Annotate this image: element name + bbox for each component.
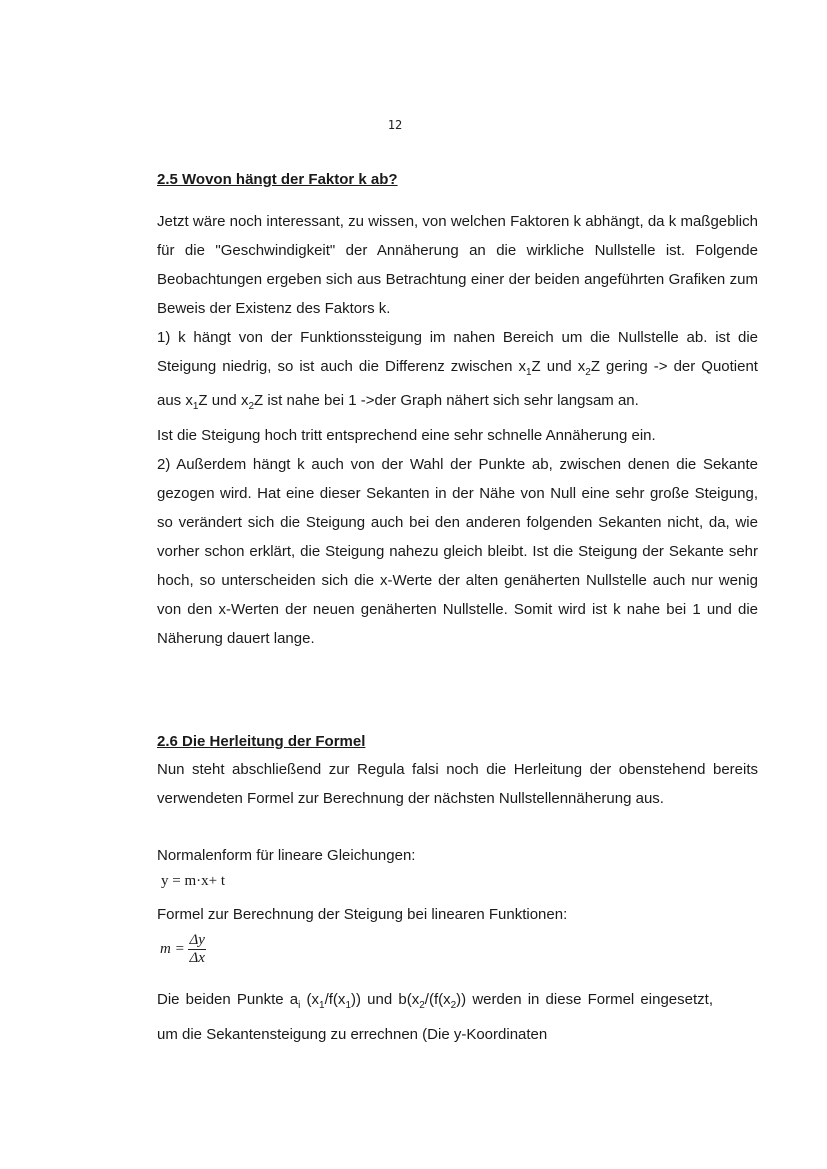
obs1-text-b: Z und x <box>531 357 586 375</box>
section-2-5 <box>157 165 758 654</box>
obs1-text-d: Z und x <box>198 392 249 410</box>
section-2-5-heading: 2.5 Wovon hängt der Faktor k ab? <box>157 171 398 188</box>
points-text-b: (x <box>300 990 320 1008</box>
sub-1: 1 <box>192 401 199 413</box>
points-text-c: /f(x <box>324 990 346 1008</box>
obs1-text-c: Z gering -> der Quotient aus x <box>157 357 758 410</box>
steep-slope-note: Ist die Steigung hoch tritt entsprechend eine sehr schnelle Annäherung ein. <box>157 427 656 445</box>
slope-formula <box>157 932 758 976</box>
sub-1: 1 <box>345 999 351 1011</box>
slope-numerator: Δy <box>189 931 205 948</box>
observation-1 <box>157 324 758 423</box>
slope-lhs: m = <box>160 940 185 957</box>
points-paragraph <box>157 986 713 1050</box>
observation-2: 2) Außerdem hängt k auch von der Wahl der Punkte ab, zwischen denen die Sekante gezogen wird. Hat eine dieser Sekanten in der Nähe von Null eine sehr große Steigung, so verändert sich die Steigung auch bei den anderen folgenden Sekanten nicht, da, wie vorher schon erklärt, die Steigung nahezu gleich bleibt. Ist die Steigung der Sekante sehr hoch, so unterscheiden sich die x-Werte der alten genäherten Nullstelle auch nur wenig von den x-Werten der neuen genäherten Nullstelle. Somit wird ist k nahe bei 1 und die Näherung dauert lange. <box>157 456 758 647</box>
sub-i: i <box>298 999 301 1011</box>
slope-denominator: Δx <box>189 949 205 966</box>
points-text-a: Die beiden Punkte a <box>157 990 299 1008</box>
points-text-e: /(f(x <box>424 990 451 1008</box>
points-text-d: )) und b(x <box>351 990 420 1008</box>
section-2-6-heading: 2.6 Die Herleitung der Formel <box>157 733 366 750</box>
obs1-text-a: 1) k hängt von der Funktionssteigung im nahen Bereich um die Nullstelle ab. ist die Steigung niedrig, so ist auch die Differenz zwischen x <box>157 328 758 375</box>
section-2-5-intro: Jetzt wäre noch interessant, zu wissen, von welchen Faktoren k abhängt, da k maßgeblich für die "Geschwindigkeit" der Annäherung an die wirkliche Nullstelle ist. Folgende Beobachtungen ergeben sich aus Betrachtung einer der beiden angeführten Grafiken zum Beweis der Existenz des Faktors k. <box>157 213 758 317</box>
normal-form-formula: y = m·x+ t <box>161 872 225 889</box>
sub-2: 2 <box>450 999 457 1011</box>
sub-1: 1 <box>319 999 325 1011</box>
sub-1: 1 <box>525 366 532 378</box>
sub-2: 2 <box>585 366 591 378</box>
section-2-6 <box>157 727 758 1049</box>
slope-label: Formel zur Berechnung der Steigung bei linearen Funktionen: <box>157 905 568 923</box>
points-text-f: )) werden in diese Formel eingesetzt, um die Sekantensteigung zu errechnen (Die y-Koordinaten <box>157 990 713 1043</box>
slope-fraction <box>188 932 205 967</box>
obs1-text-e: Z ist nahe bei 1 ->der Graph nähert sich sehr langsam an. <box>254 392 639 410</box>
page-number: 12 <box>387 118 403 132</box>
sub-2: 2 <box>419 999 425 1011</box>
sub-2: 2 <box>248 401 255 413</box>
normal-form-label: Normalenform für lineare Gleichungen: <box>157 846 416 864</box>
section-2-6-intro: Nun steht abschließend zur Regula falsi noch die Herleitung der obenstehend bereits verwendeten Formel zur Berechnung der nächsten Nullstellennäherung aus. <box>157 761 758 807</box>
